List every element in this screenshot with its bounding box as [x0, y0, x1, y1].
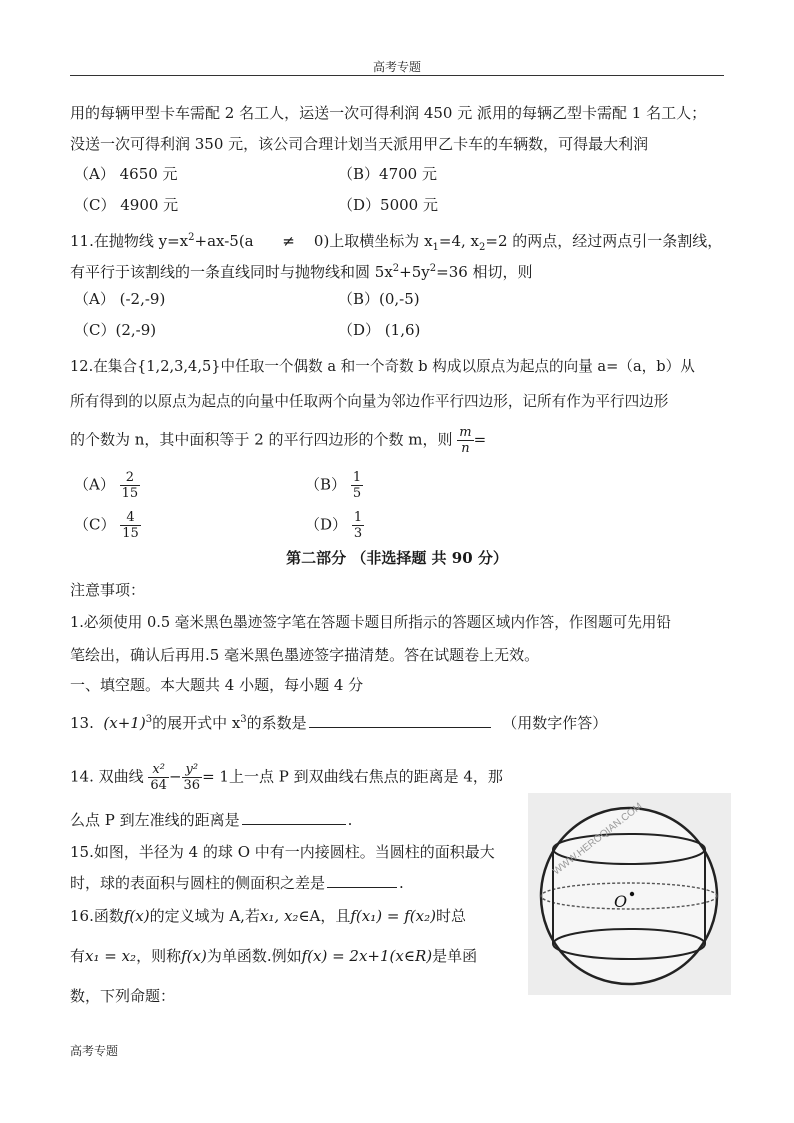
q14-text: 上一点 P 到双曲线右焦点的距离是 4，那 [228, 767, 503, 786]
part2-title: 第二部分 （非选择题 共 90 分） [286, 549, 508, 567]
q14-frac-y [182, 762, 203, 793]
q16-line3: 数，下列命题： [70, 987, 176, 1005]
q16-eq1: f(x₁) = f(x₂) [350, 907, 436, 925]
q10-option-b: （B）4700 元 [338, 165, 437, 183]
q12-optD-den: 3 [353, 526, 363, 541]
q16-line2 [70, 946, 477, 966]
q14-frac-y-den: 36 [183, 778, 201, 793]
q10-line2: 没送一次可得利润 350 元，该公司合理计划当天派用甲乙卡车的车辆数，可得最大利润 [70, 135, 649, 153]
q11-option-c: （C）(2,-9) [74, 321, 157, 339]
q12-eq: = [473, 430, 487, 449]
q11-line2-a: 有平行于该割线的一条直线同时与抛物线和圆 5x [70, 263, 393, 281]
rule1-line1: 1.必须使用 0.5 毫米黑色墨迹签字笔在答题卡题目所指示的答题区域内作答，作图题可先用铅 [70, 614, 671, 631]
q15-line1: 15.如图，半径为 4 的球 O 中有一内接圆柱。当圆柱的面积最大 [70, 843, 495, 861]
q16-l1c: ∈A，且 [298, 907, 351, 925]
q14-end: . [347, 811, 353, 829]
q12-optA-num: 2 [120, 470, 141, 486]
q12-optD-label: （D） [305, 515, 348, 534]
q11-line1 [70, 228, 722, 258]
figure-watermark: WWW.HEROQIAN.COM [551, 800, 645, 878]
q11-option-b: （B）(0,-5) [338, 290, 420, 308]
q13-note: （用数字作答） [502, 714, 608, 732]
q14-frac-x-num: x² [148, 762, 169, 778]
sphere-cylinder-figure [528, 793, 731, 995]
q12-optA-den: 15 [121, 486, 139, 501]
q14-frac-x [148, 762, 169, 793]
q11-text-d: =4, x [438, 232, 480, 250]
q14-frac-x-den: 64 [150, 778, 167, 793]
header-title: 高考专题 [372, 60, 421, 74]
q10-option-d: （D）5000 元 [338, 196, 438, 214]
q16-l1b: 的定义域为 A,若 [149, 907, 260, 925]
q11-neq: ≠ [282, 232, 295, 250]
q12-frac-den: n [461, 441, 470, 456]
q11-option-d: （D） (1,6) [338, 321, 421, 339]
q12-option-a [74, 470, 140, 501]
q11-option-a: （A） (-2,-9) [74, 290, 166, 308]
q13-expr: (x+1) [103, 714, 146, 732]
q16-eq2: x₁ = x₂ [85, 947, 137, 965]
q16-fx2: f(x) [181, 947, 207, 965]
q12-optB-num: 1 [352, 470, 362, 485]
q11-line2 [70, 259, 533, 282]
q12-optB-den: 5 [352, 486, 362, 501]
q12-optC-frac [120, 510, 141, 541]
q12-line1: 12.在集合{1,2,3,4,5}中任取一个偶数 a 和一个奇数 b 构成以原点为起点的向量 a=（a，b）从 [70, 358, 695, 375]
notice-heading: 注意事项： [70, 581, 146, 599]
q16-x12: x₁, x₂ [259, 907, 299, 925]
q11-sub1: 1 [432, 242, 439, 253]
center-point [630, 892, 634, 896]
q11-sup: 2 [188, 232, 195, 243]
q15-line2-text: 时，球的表面积与圆柱的侧面积之差是 [70, 874, 326, 892]
q16-eq3: f(x) = 2x+1(x∈R) [301, 947, 433, 965]
q12-fraction-m-n [457, 425, 473, 456]
q12-optA-label: （A） [74, 475, 115, 494]
q11-sub2: 2 [479, 242, 486, 253]
q12-optB-label: （B） [305, 475, 347, 494]
q16-fx: f(x) [123, 907, 150, 925]
q16-l2b: ，则称 [136, 947, 182, 965]
q12-line2: 所有得到的以原点为起点的向量中任取两个向量为邻边作平行四边形，记所有作为平行四边形 [70, 393, 669, 410]
q12-option-b [305, 470, 363, 501]
section-fill-blank: 一、填空题。本大题共 4 小题，每小题 4 分 [70, 676, 364, 694]
q14-line2-text: 么点 P 到左准线的距离是 [70, 811, 240, 829]
q16-l2a: 有 [70, 947, 86, 965]
q12-option-c [74, 510, 141, 541]
q12-optD-frac [352, 510, 364, 541]
q12-line3 [70, 425, 486, 456]
q15-end: . [399, 874, 404, 892]
rule1-line2: 笔绘出，确认后再用.5 毫米黑色墨迹签字描清楚。答在试题卷上无效。 [70, 646, 540, 664]
q12-optC-label: （C） [74, 515, 116, 534]
q13-text1: 的展开式中 x [152, 714, 241, 732]
q14-line1 [70, 762, 503, 793]
q11-line2-b: +5y [399, 263, 430, 281]
q14-minus: − [168, 767, 182, 786]
center-label: O [614, 892, 628, 911]
q13-text2: 的系数是 [246, 714, 307, 732]
q16-l1a: 16.函数 [70, 907, 124, 925]
q12-line3-text: 的个数为 n，其中面积等于 2 的平行四边形的个数 m，则 [70, 430, 453, 449]
q11-text-c: 0)上取横坐标为 x [313, 232, 433, 250]
q14-eq: = 1 [202, 767, 229, 786]
q14-frac-y-num: y² [182, 762, 203, 778]
q12-option-d [305, 510, 364, 541]
header-rule [70, 75, 724, 76]
q11-sup-c: 2 [429, 263, 437, 274]
q13-num: 13. [70, 714, 94, 732]
q11-text-a: 11.在抛物线 y=x [70, 232, 189, 250]
q12-optA-frac [120, 470, 141, 501]
q16-line1 [70, 906, 466, 926]
q12-optD-num: 1 [353, 510, 363, 525]
q14-answer-blank[interactable] [242, 810, 346, 825]
q13-answer-blank[interactable] [309, 713, 491, 728]
q12-optC-num: 4 [120, 510, 141, 526]
q12-frac-num: m [459, 425, 472, 440]
q14-num: 14. 双曲线 [70, 767, 144, 786]
q15-line2 [70, 873, 404, 893]
q16-l2d: 是单函 [432, 947, 478, 965]
q10-option-a: （A） 4650 元 [74, 165, 178, 183]
q10-line1: 用的每辆甲型卡车需配 2 名工人，运送一次可得利润 450 元 派用的每辆乙型卡需配 1 名工人； [70, 104, 707, 122]
q13-line [70, 710, 607, 733]
q13-exp: 3 [145, 714, 153, 725]
q14-line2 [70, 810, 352, 830]
footer-title: 高考专题 [70, 1044, 119, 1058]
q12-optB-frac [351, 470, 363, 501]
q10-option-c: （C） 4900 元 [74, 196, 179, 214]
q11-line2-c: =36 相切，则 [436, 263, 533, 281]
q15-answer-blank[interactable] [327, 873, 397, 888]
q11-text-e: =2 的两点，经过两点引一条割线， [485, 232, 723, 250]
q16-l1d: 时总 [435, 907, 466, 925]
q16-l2c: 为单函数.例如 [206, 947, 302, 965]
q13-exp2: 3 [240, 714, 247, 725]
q11-sup-b: 2 [392, 263, 400, 274]
q11-text-b: +ax-5(a [194, 232, 254, 250]
q12-optC-den: 15 [122, 526, 139, 541]
